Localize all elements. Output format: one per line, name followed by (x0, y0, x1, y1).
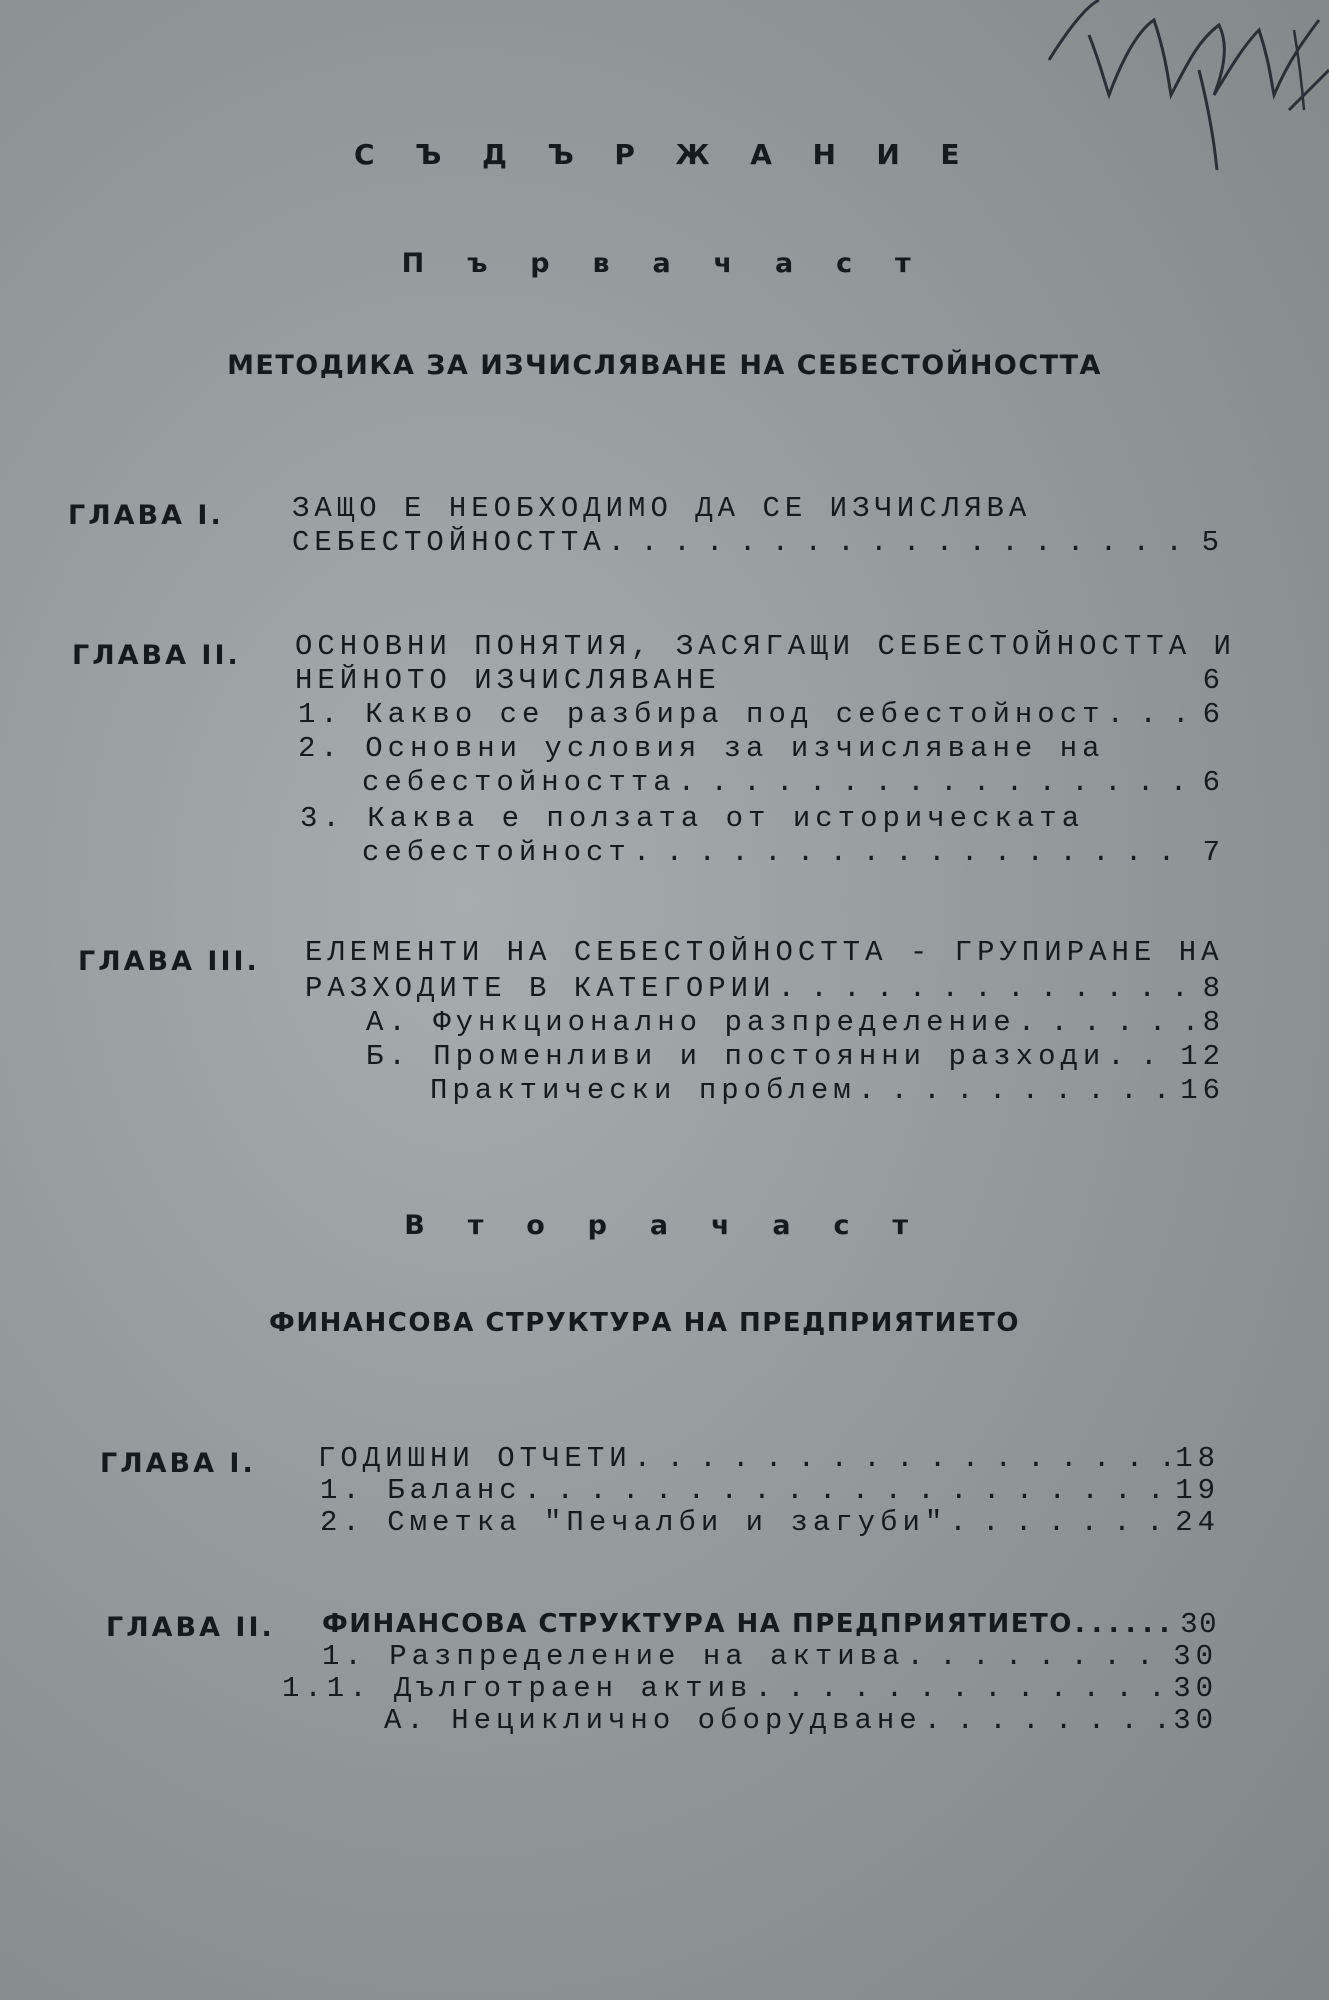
chapter-label: ГЛАВА II. (106, 1612, 275, 1643)
chapter-title: ОСНОВНИ ПОНЯТИЯ, ЗАСЯГАЩИ СЕБЕСТОЙНОСТТА И (295, 630, 1236, 663)
dot-leader (678, 766, 1193, 799)
toc-entry (384, 1704, 1218, 1737)
page-number: 6 (1202, 766, 1225, 799)
page-number: 19 (1175, 1474, 1220, 1507)
page-number: 30 (1173, 1640, 1218, 1673)
entry-text: А. Функционално разпределение (366, 1006, 1016, 1039)
page-number: 6 (1202, 698, 1225, 731)
toc-entry (322, 1608, 1218, 1641)
chapter-title: ЕЛЕМЕНТИ НА СЕБЕСТОЙНОСТТА - ГРУПИРАНЕ НА (305, 936, 1224, 969)
page-number: 24 (1175, 1506, 1220, 1539)
chapter-label: ГЛАВА III. (78, 946, 260, 977)
toc-title: С Ъ Д Ъ Р Ж А Н И Е (354, 138, 975, 171)
part-two-label: В т о р а ч а с т (404, 1210, 925, 1241)
toc-entry (362, 766, 1225, 799)
toc-entry (366, 1006, 1225, 1039)
entry-text: ФИНАНСОВА СТРУКТУРА НА ПРЕДПРИЯТИЕТО (322, 1609, 1073, 1639)
toc-entry (430, 1074, 1225, 1107)
entry-text: НЕЙНОТО ИЗЧИСЛЯВАНЕ (295, 664, 721, 697)
dot-leader (1018, 1006, 1193, 1039)
dot-leader (949, 1506, 1173, 1539)
entry-text: А. Нециклично оборудване (384, 1704, 922, 1737)
page-number: 5 (1201, 526, 1224, 559)
toc-entry (362, 836, 1225, 869)
dot-leader (1075, 1609, 1178, 1639)
toc-entry (320, 1474, 1220, 1507)
chapter-label: ГЛАВА II. (72, 640, 241, 671)
chapter-title: ЗАЩО Е НЕОБХОДИМО ДА СЕ ИЗЧИСЛЯВА (292, 492, 1032, 525)
toc-entry (366, 1040, 1225, 1073)
page-number: 16 (1180, 1074, 1225, 1107)
page-number: 8 (1202, 972, 1225, 1005)
dot-leader (1107, 698, 1193, 731)
toc-entry (322, 1640, 1218, 1673)
toc-entry (292, 526, 1224, 559)
part-one-label: П ъ р в а ч а с т (401, 248, 928, 279)
toc-entry (298, 698, 1225, 731)
dot-leader (924, 1704, 1172, 1737)
dot-leader (524, 1474, 1174, 1507)
toc-entry (320, 1506, 1220, 1539)
dot-leader (633, 836, 1193, 869)
entry-text: себестойност (362, 836, 631, 869)
dot-leader (906, 1640, 1171, 1673)
page-number: 30 (1173, 1672, 1218, 1705)
page-number: 18 (1175, 1442, 1220, 1475)
page-number: 12 (1180, 1040, 1225, 1073)
page-number: 30 (1180, 1608, 1218, 1641)
entry-text: РАЗХОДИТЕ В КАТЕГОРИИ (305, 972, 776, 1005)
entry-text: ГОДИШНИ ОТЧЕТИ (318, 1442, 632, 1475)
subsection-title: 3. Каква е ползата от историческата (300, 802, 1085, 835)
page-number: 6 (1202, 664, 1225, 697)
entry-text: себестойността (362, 766, 676, 799)
entry-text: 1. Баланс (320, 1474, 522, 1507)
chapter-label: ГЛАВА I. (100, 1448, 256, 1479)
toc-entry (318, 1442, 1220, 1475)
dot-leader (1107, 1040, 1178, 1073)
chapter-label: ГЛАВА I. (68, 500, 224, 531)
toc-entry (282, 1672, 1218, 1705)
dot-leader (608, 526, 1192, 559)
dot-leader (858, 1074, 1179, 1107)
entry-text: 1.1. Дълготраен актив (282, 1672, 753, 1705)
entry-text: 1. Какво се разбира под себестойност (298, 698, 1105, 731)
entry-text: 2. Сметка "Печалби и загуби" (320, 1506, 948, 1539)
toc-entry (305, 972, 1225, 1005)
part-one-heading: МЕТОДИКА ЗА ИЗЧИСЛЯВАНЕ НА СЕБЕСТОЙНОСТТА (227, 350, 1102, 381)
page-number: 8 (1202, 1006, 1225, 1039)
page-number: 7 (1202, 836, 1225, 869)
entry-text: Б. Променливи и постоянни разходи (366, 1040, 1106, 1073)
toc-entry (295, 664, 1225, 697)
subsection-title: 2. Основни условия за изчисляване на (298, 732, 1105, 765)
part-two-heading: ФИНАНСОВА СТРУКТУРА НА ПРЕДПРИЯТИЕТО (269, 1308, 1020, 1338)
entry-text: 1. Разпределение на актива (322, 1640, 905, 1673)
page-number: 30 (1173, 1704, 1218, 1737)
dot-leader (754, 1672, 1171, 1705)
entry-text: СЕБЕСТОЙНОСТТА (292, 526, 606, 559)
entry-text: Практически проблем (430, 1074, 856, 1107)
dot-leader (777, 972, 1193, 1005)
dot-leader (634, 1442, 1174, 1475)
